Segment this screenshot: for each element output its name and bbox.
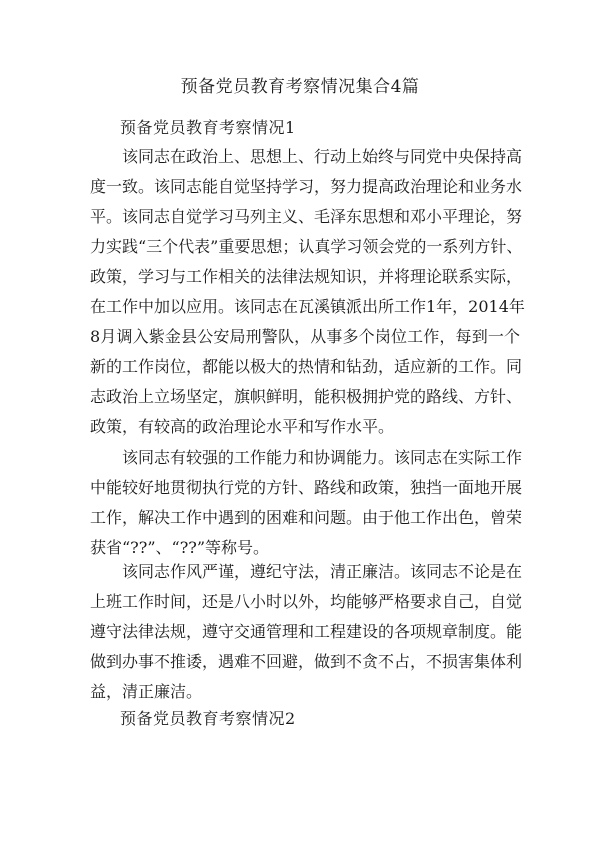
- paragraph-line: 平。该同志自觉学习马列主义、毛泽东思想和邓小平理论，努: [90, 207, 523, 226]
- paragraph-line: 志政治上立场坚定，旗帜鲜明，能积极拥护党的路线、方针、: [90, 387, 523, 406]
- paragraph-line: 益，清正廉洁。: [90, 682, 203, 701]
- document-title: 预备党员教育考察情况集合4篇: [180, 77, 420, 97]
- paragraph-line: 力实践“三个代表”重要思想；认真学习领会党的一系列方针、: [90, 237, 523, 256]
- paragraph-line: 中能较好地贯彻执行党的方针、路线和政策，独挡一面地开展: [90, 478, 523, 497]
- paragraph-line: 获省“??”、“??”等称号。: [90, 538, 270, 557]
- paragraph-line: 遵守法律法规，遵守交通管理和工程建设的各项规章制度。能: [90, 622, 523, 641]
- paragraph-line: 政策，学习与工作相关的法律法规知识，并将理论联系实际，: [90, 267, 523, 286]
- paragraph-line: 该同志作风严谨，遵纪守法，清正廉洁。该同志不论是在: [122, 562, 523, 581]
- paragraph-line: 新的工作岗位，都能以极大的热情和钻劲，适应新的工作。同: [90, 357, 523, 376]
- paragraph-line: 做到办事不推诿，遇难不回避，做到不贪不占，不损害集体利: [90, 652, 523, 671]
- paragraph-1: [90, 142, 525, 442]
- paragraph-3: [90, 557, 523, 707]
- paragraph-line: 工作，解决工作中遇到的困难和问题。由于他工作出色，曾荣: [90, 508, 523, 527]
- paragraph-line: 8月调入紫金县公安局刑警队，从事多个岗位工作，每到一个: [90, 327, 520, 346]
- paragraph-line: 该同志在政治上、思想上、行动上始终与同党中央保持高: [122, 147, 523, 166]
- section-heading-1: 预备党员教育考察情况1: [120, 118, 296, 137]
- paragraph-line: 在工作中加以应用。该同志在瓦溪镇派出所工作1年，2014年: [90, 297, 525, 316]
- paragraph-line: 上班工作时间，还是八小时以外，均能够严格要求自己，自觉: [90, 592, 523, 611]
- paragraph-line: 该同志有较强的工作能力和协调能力。该同志在实际工作: [122, 448, 523, 467]
- section-heading-2: 预备党员教育考察情况2: [120, 709, 296, 728]
- paragraph-2: [90, 443, 523, 563]
- paragraph-line: 政策，有较高的政治理论水平和写作水平。: [90, 417, 395, 436]
- paragraph-line: 度一致。该同志能自觉坚持学习，努力提高政治理论和业务水: [90, 177, 523, 196]
